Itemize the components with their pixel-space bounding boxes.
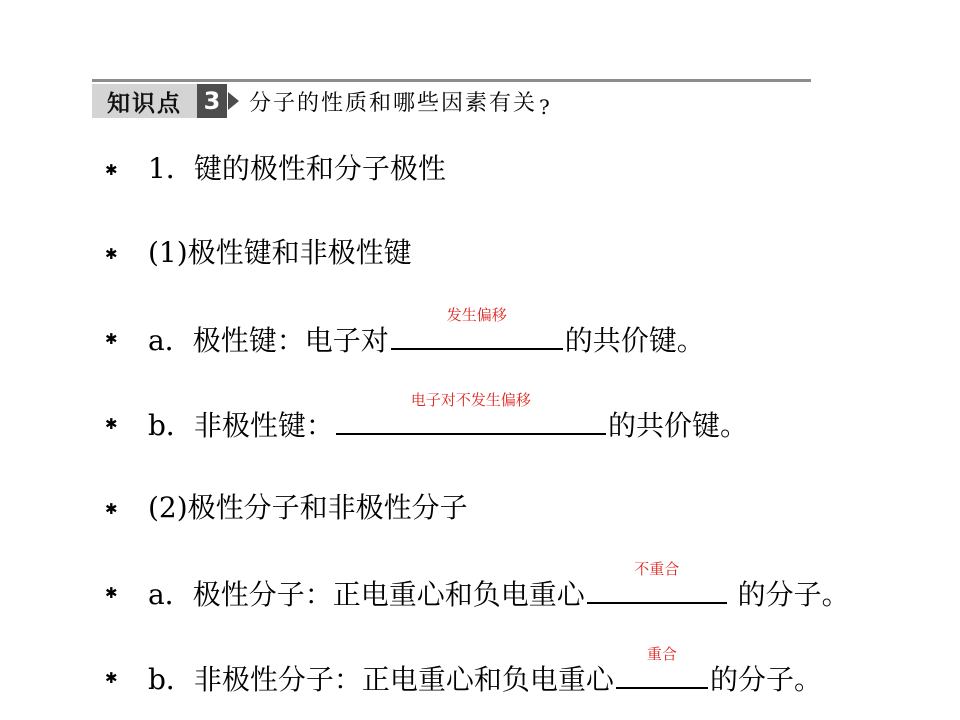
- list-item-6: [0, 560, 960, 612]
- fill-in-sentence: [148, 560, 850, 615]
- subsection-heading-1: (1)极性键和非极性键: [148, 236, 412, 269]
- bullet-icon: ✱: [105, 245, 118, 263]
- sentence-prefix: a．极性键：电子对: [148, 324, 389, 357]
- knowledge-point-title: [249, 86, 552, 117]
- fill-in-sentence: [148, 645, 822, 700]
- fill-in-sentence: [148, 391, 748, 446]
- list-item-3: [0, 306, 960, 358]
- list-item-2: [0, 233, 960, 273]
- bullet-icon: ✱: [105, 415, 118, 433]
- sentence-suffix: 的分子。: [728, 578, 850, 611]
- answer-blank: [587, 560, 727, 604]
- knowledge-point-label: 知识点: [92, 84, 197, 118]
- knowledge-point-number: 3: [197, 84, 227, 118]
- answer-blank: [616, 645, 708, 689]
- bullet-icon: ✱: [105, 330, 118, 348]
- answer-blank: [391, 306, 563, 350]
- answer-blank: [336, 391, 606, 435]
- sentence-suffix: 的共价键。: [564, 324, 705, 357]
- bullet-icon: ✱: [105, 161, 118, 179]
- list-item-1: [0, 149, 960, 189]
- list-item-7: [0, 645, 960, 697]
- sentence-suffix: 的共价键。: [607, 409, 748, 442]
- answer-text: 重合: [646, 645, 677, 663]
- bullet-icon: ✱: [105, 669, 118, 687]
- header-top-rule: [92, 79, 811, 82]
- bullet-icon: ✱: [105, 500, 118, 518]
- subsection-heading-2: (2)极性分子和非极性分子: [148, 491, 468, 524]
- fill-in-sentence: [148, 306, 705, 361]
- sentence-prefix: a．极性分子：正电重心和负电重心: [148, 578, 585, 611]
- answer-text: 发生偏移: [446, 306, 507, 324]
- list-item-4: [0, 391, 960, 443]
- knowledge-point-header: [92, 84, 552, 118]
- section-heading-1: 1．键的极性和分子极性: [148, 152, 446, 185]
- list-item-5: [0, 488, 960, 528]
- answer-text: 电子对不发生偏移: [410, 391, 531, 409]
- answer-text: 不重合: [634, 560, 680, 578]
- sentence-prefix: b．非极性分子：正电重心和负电重心: [148, 663, 614, 696]
- knowledge-point-question-mark: ?: [539, 94, 552, 119]
- sentence-prefix: b．非极性键：: [148, 409, 334, 442]
- knowledge-point-title-text: 分子的性质和哪些因素有关: [249, 90, 538, 116]
- arrow-right-icon: [228, 92, 239, 110]
- bullet-icon: ✱: [105, 584, 118, 602]
- sentence-suffix: 的分子。: [709, 663, 822, 696]
